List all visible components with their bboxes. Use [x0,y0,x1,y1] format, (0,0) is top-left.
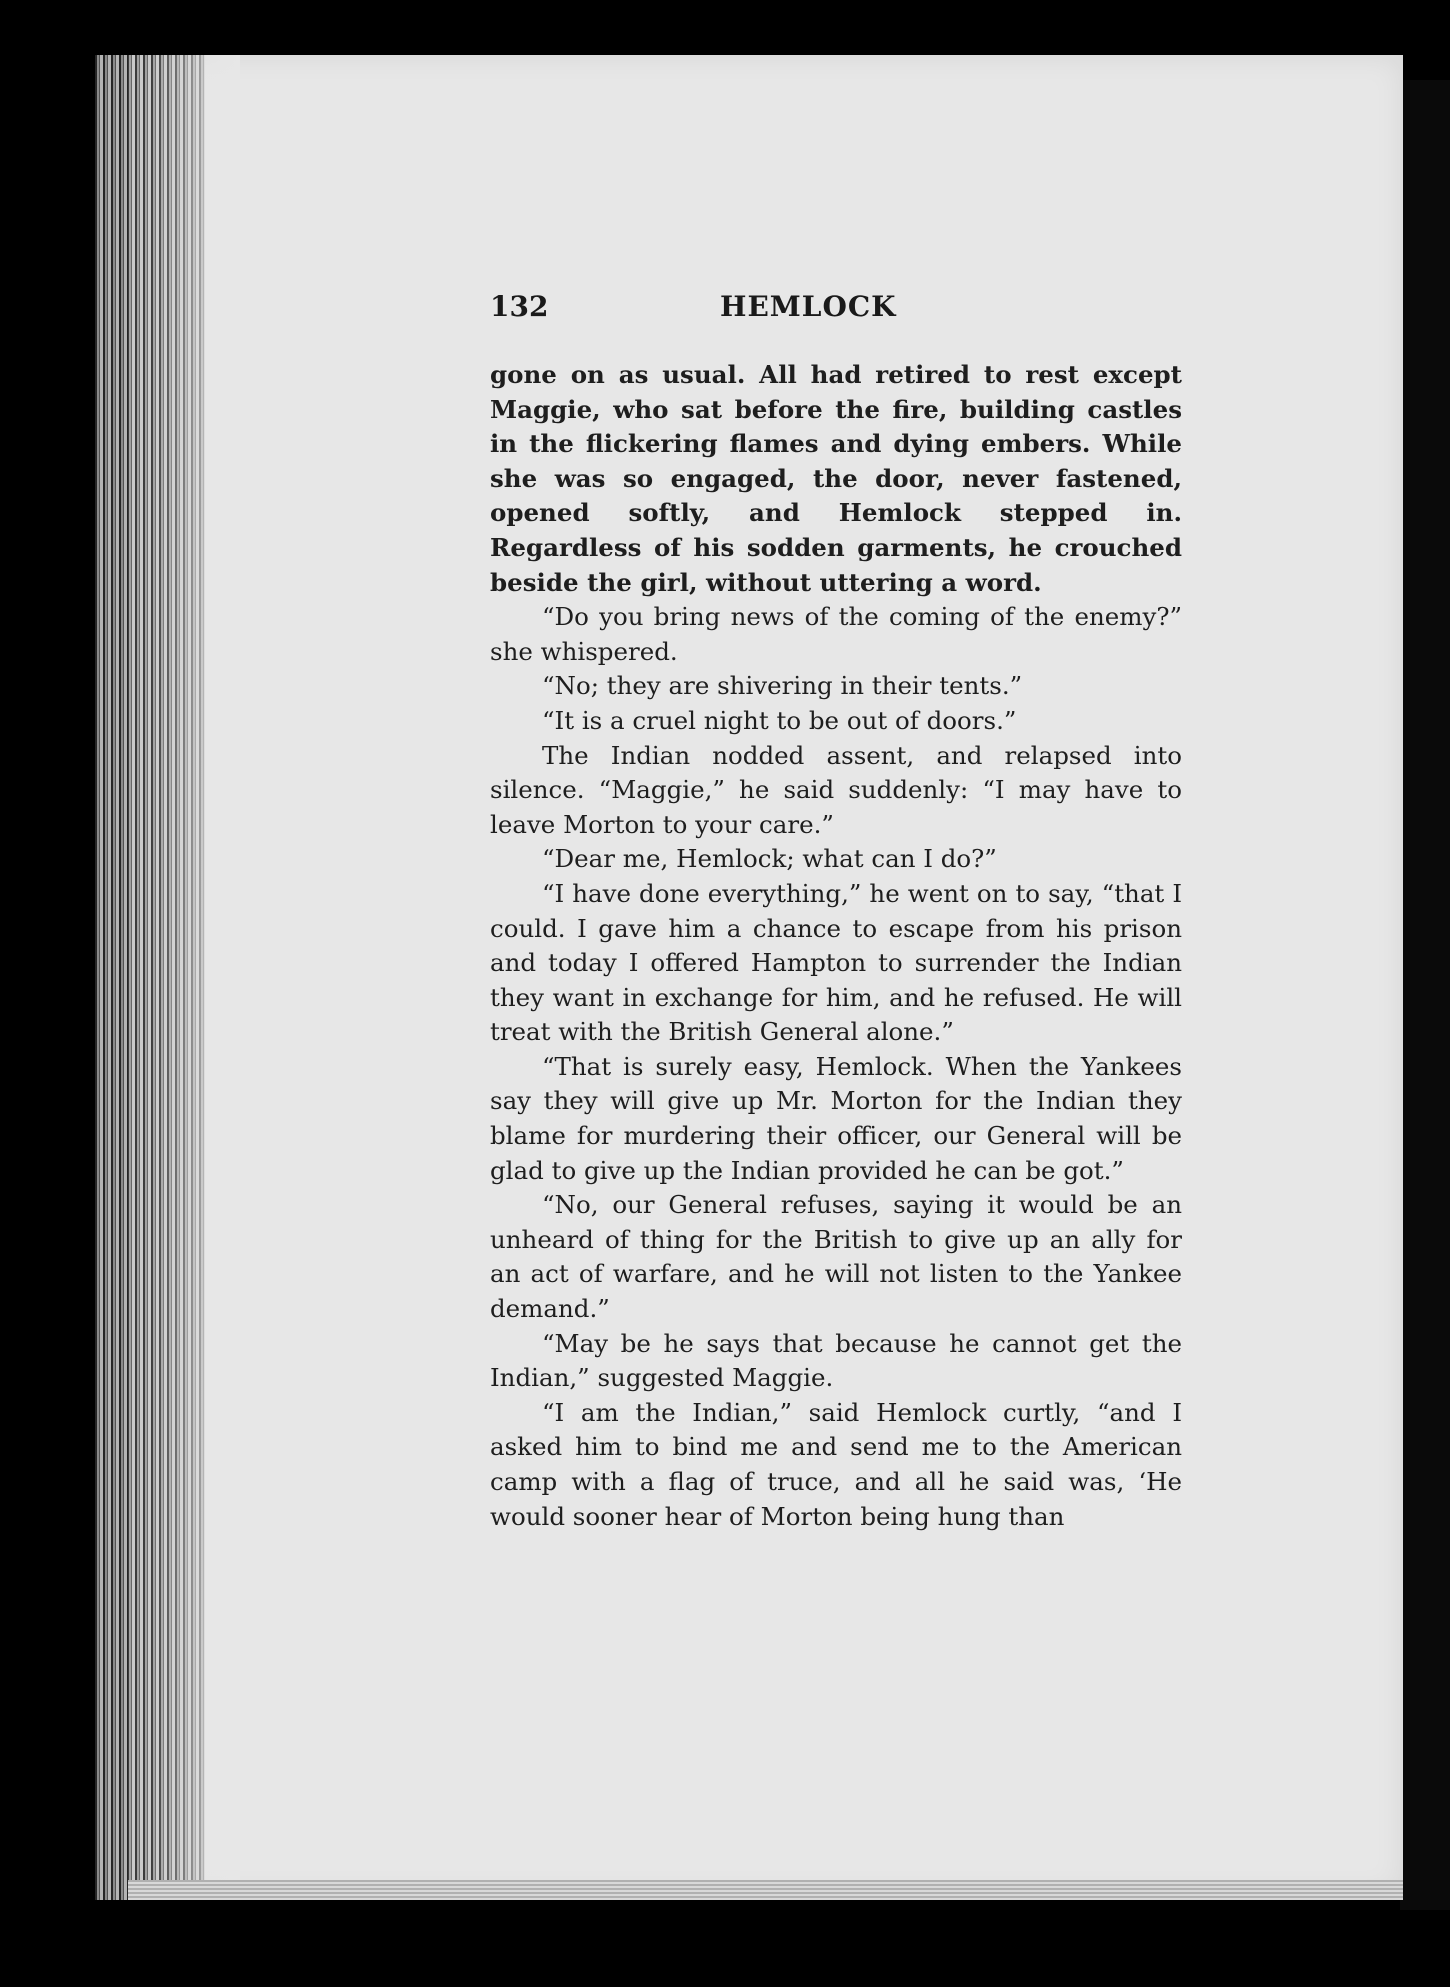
page-header [490,290,1190,330]
paragraph: “Dear me, Hemlock; what can I do?” [542,844,997,874]
page-bottom-edge [128,1880,1403,1900]
paragraph: “It is a cruel night to be out of doors.” [542,705,1017,735]
adjacent-page-shadow [1400,80,1450,1910]
page-number: 132 [490,290,549,323]
page-edge-fade [150,55,240,1900]
paragraph: “I am the Indian,” said Hemlock curtly, “and I asked him to bind me and send me to the American camp with a flag of truce, and all he said was, ‘He would sooner hear of Morton being hung than [490,1397,1182,1531]
body-text [490,358,1182,1534]
paragraph: “No; they are shivering in their tents.” [542,671,1023,701]
paragraph: gone on as usual. All had retired to rest except Maggie, who sat before the fire, building castles in the flickering flames and dying embers. While she was so engaged, the door, never fastened, opened softly, and Hemlock stepped in. Regardless of his sodden garments, he crouched beside the girl, without uttering a word. [490,360,1182,597]
paragraph: “Do you bring news of the coming of the enemy?” she whispered. [490,602,1182,666]
paragraph: The Indian nodded assent, and relapsed into silence. “Maggie,” he said suddenly: “I may have to leave Morton to your care.” [490,740,1182,839]
paragraph: “No, our General refuses, saying it would be an unheard of thing for the British to give up an ally for an act of warfare, and he will not listen to the Yankee demand.” [490,1190,1182,1324]
paragraph: “That is surely easy, Hemlock. When the Yankees say they will give up Mr. Morton for the Indian they blame for murdering their officer, our General will be glad to give up the Indian provided he can be got.” [490,1051,1182,1185]
paragraph: “May be he says that because he cannot get the Indian,” suggested Maggie. [490,1328,1182,1393]
running-head: HEMLOCK [720,290,897,323]
paragraph: “I have done everything,” he went on to say, “that I could. I gave him a chance to escape from his prison and today I offered Hampton to surrender the Indian they want in exchange for him, and he refused. He will treat with the British General alone.” [490,878,1182,1047]
